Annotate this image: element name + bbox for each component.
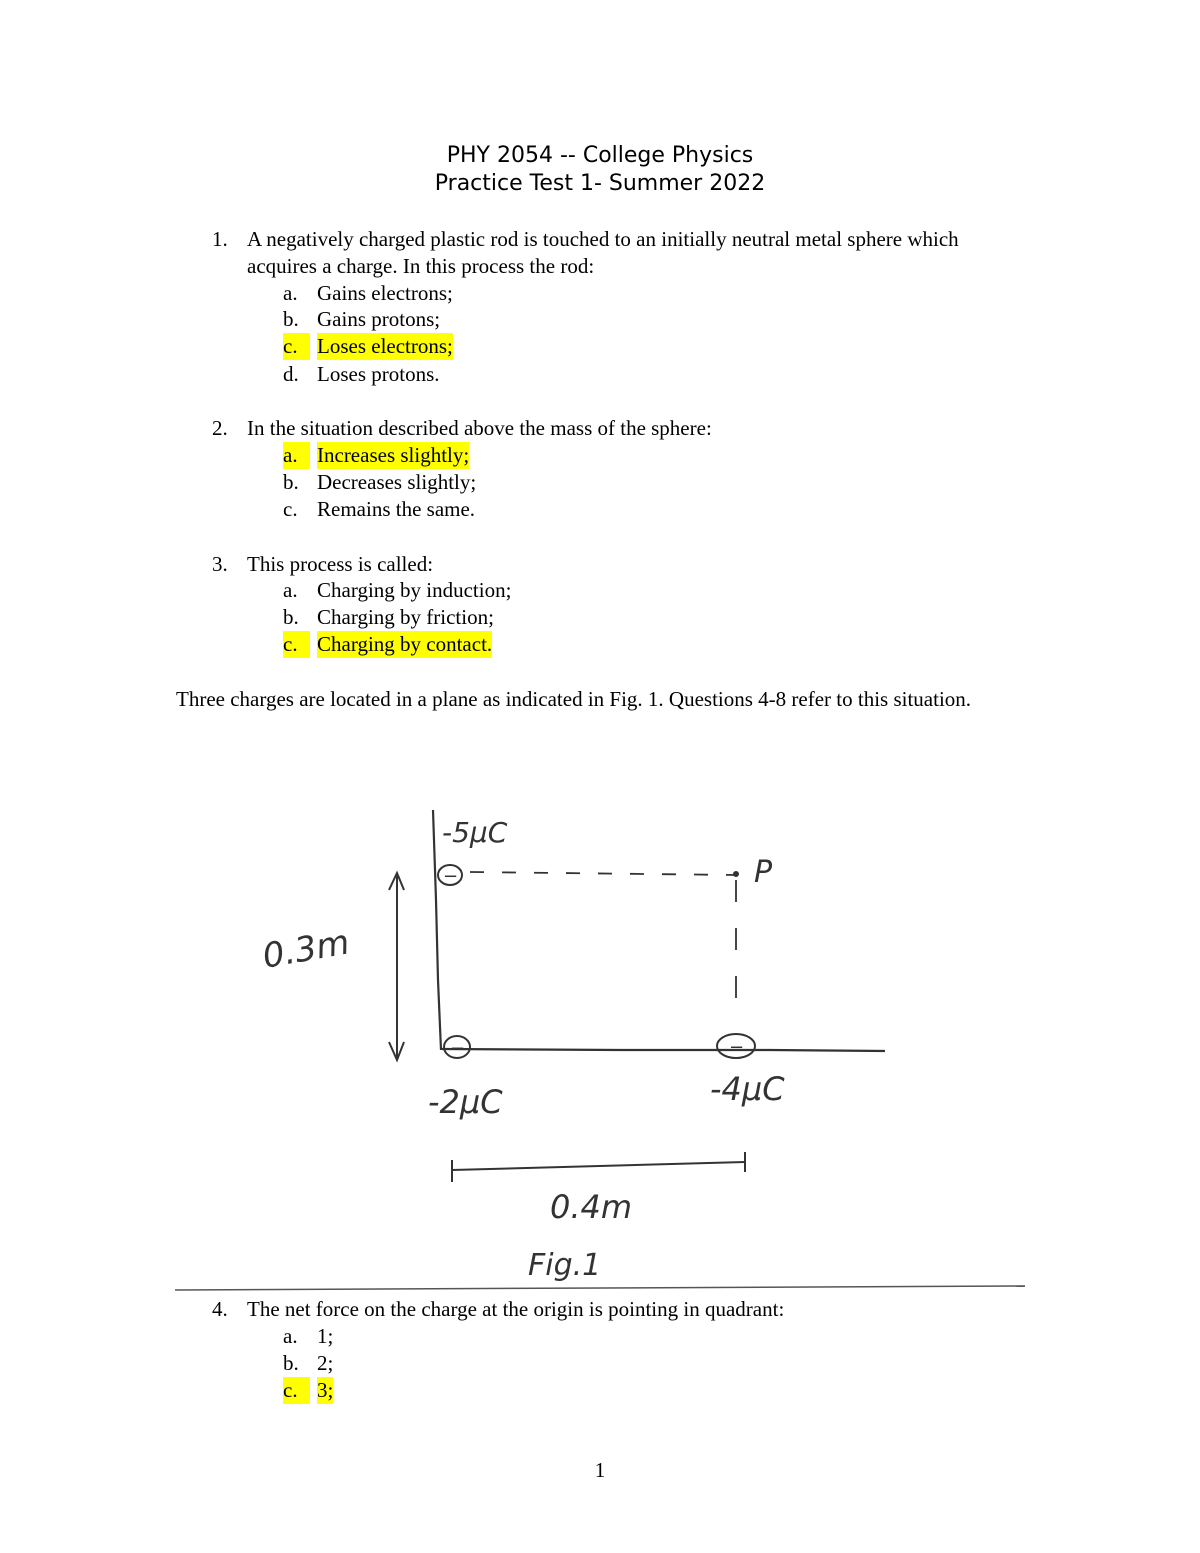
- question-1: [0, 226, 1200, 286]
- option-text: Charging by induction;: [317, 578, 512, 602]
- question-number: 1.: [212, 227, 228, 251]
- option-text: 3;: [317, 1378, 334, 1402]
- option-letter: b.: [283, 1351, 299, 1375]
- option-4c-answer: [0, 1377, 1200, 1404]
- option-text: Decreases slightly;: [317, 470, 477, 494]
- charge-top-label: -5μC: [442, 816, 508, 849]
- option-1c-answer: [0, 333, 1200, 360]
- option-letter: a.: [283, 281, 298, 305]
- option-1a: [0, 280, 1200, 307]
- option-text: Loses electrons;: [317, 334, 453, 358]
- option-2c: [0, 496, 1200, 523]
- page-number: 1: [594, 1458, 606, 1482]
- question-text: In the situation described above the mass of the sphere:: [247, 416, 712, 440]
- option-letter: a.: [283, 442, 310, 469]
- option-text: Increases slightly;: [317, 443, 470, 467]
- option-letter: a.: [283, 578, 298, 602]
- charge-right-sign: −: [729, 1037, 745, 1058]
- option-text: Remains the same.: [317, 497, 476, 521]
- question-number: 4.: [212, 1297, 228, 1321]
- option-text: Gains protons;: [317, 307, 441, 331]
- option-letter: d.: [283, 362, 299, 386]
- width-dimension-line: [452, 1162, 745, 1170]
- document-title-line1: PHY 2054 -- College Physics: [446, 143, 754, 168]
- charge-top-sign: −: [443, 866, 459, 887]
- option-2a-answer: [0, 442, 1200, 469]
- point-p-marker: [733, 871, 739, 877]
- question-text: The net force on the charge at the origin is pointing in quadrant:: [247, 1297, 785, 1321]
- option-text: 1;: [317, 1324, 334, 1348]
- option-3c-answer: [0, 631, 1200, 658]
- option-3b: [0, 604, 1200, 631]
- option-letter: c.: [283, 631, 310, 658]
- option-1b: [0, 306, 1200, 333]
- option-4b: [0, 1350, 1200, 1377]
- question-number: 3.: [212, 552, 228, 576]
- option-letter: b.: [283, 307, 299, 331]
- question-text: This process is called:: [247, 552, 434, 576]
- x-axis-line: [442, 1049, 885, 1051]
- figure-caption: Fig.1: [528, 1248, 602, 1283]
- point-p-label: P: [754, 855, 773, 890]
- option-letter: b.: [283, 605, 299, 629]
- option-text: Loses protons.: [317, 362, 440, 386]
- option-text: Gains electrons;: [317, 281, 453, 305]
- option-2b: [0, 469, 1200, 496]
- document-title-line2: Practice Test 1- Summer 2022: [434, 171, 766, 196]
- option-3a: [0, 577, 1200, 604]
- figure-1-charge-diagram: [170, 740, 1030, 1295]
- option-text: 2;: [317, 1351, 334, 1375]
- question-text: A negatively charged plastic rod is touched to an initially neutral metal sphere which acquires a charge. In this process the rod:: [247, 227, 959, 278]
- charge-origin-sign: −: [450, 1038, 466, 1059]
- charge-origin-label: -2μC: [428, 1083, 503, 1121]
- figure-bottom-border: [175, 1286, 1025, 1290]
- width-label: 0.4m: [550, 1188, 633, 1226]
- option-4a: [0, 1323, 1200, 1350]
- option-letter: c.: [283, 1377, 310, 1404]
- option-letter: c.: [283, 497, 298, 521]
- option-letter: b.: [283, 470, 299, 494]
- option-letter: a.: [283, 1324, 298, 1348]
- question-number: 2.: [212, 416, 228, 440]
- option-text: Charging by friction;: [317, 605, 494, 629]
- option-text: Charging by contact.: [317, 632, 493, 656]
- question-2: [0, 415, 1200, 445]
- figure-intro-paragraph: Three charges are located in a plane as indicated in Fig. 1. Questions 4-8 refer to this situation.: [176, 687, 972, 711]
- dashed-top-line: [470, 872, 735, 875]
- question-4: [0, 1296, 1200, 1326]
- option-letter: c.: [283, 333, 310, 360]
- height-label: 0.3m: [259, 922, 353, 977]
- y-axis-line: [433, 810, 441, 1050]
- option-1d: [0, 361, 1200, 388]
- charge-right-label: -4μC: [710, 1070, 785, 1108]
